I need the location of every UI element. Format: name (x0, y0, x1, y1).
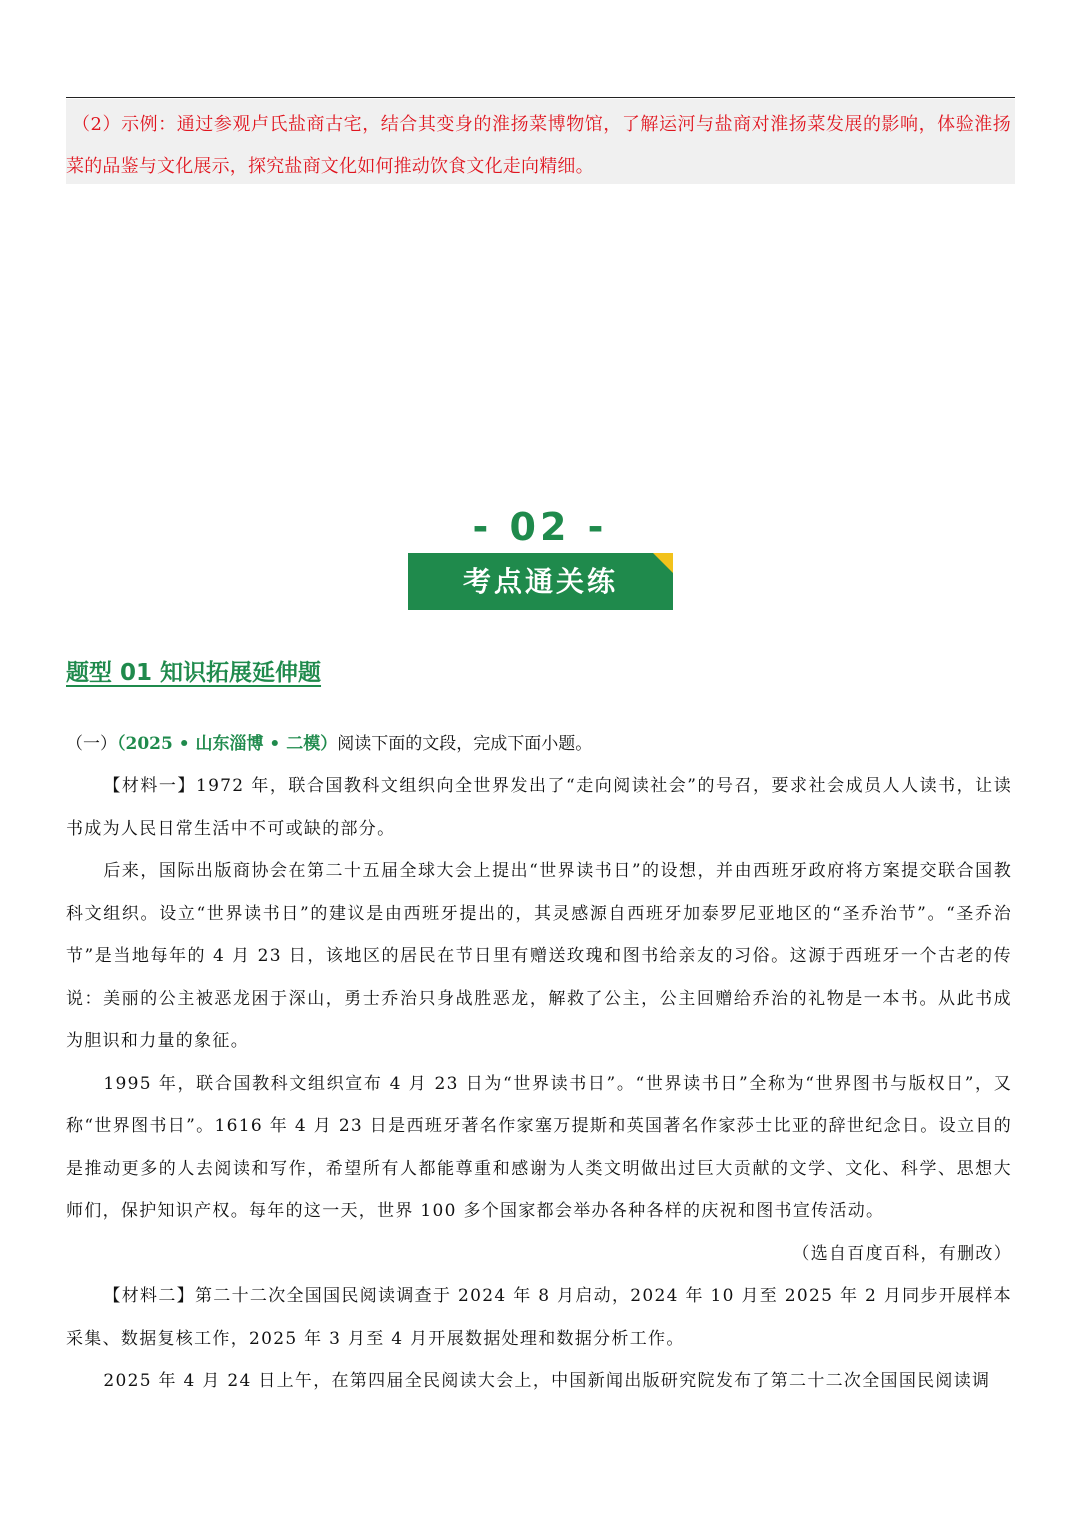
section-badge-label: 考点通关练 (462, 565, 618, 598)
material-paragraph-1: 【材料一】1972 年，联合国教科文组织向全世界发出了“走向阅读社会”的号召，要求社会成员人人读书，让读书成为人民日常生活中不可或缺的部分。 (66, 776, 1012, 839)
material-paragraph-2: 后来，国际出版商协会在第二十五届全球大会上提出“世界读书日”的设想，并由西班牙政府将方案提交联合国教科文组织。设立“世界读书日”的建议是由西班牙提出的，其灵感源自西班牙加泰罗尼亚地区的“圣乔治节”。“圣乔治节”是当地每年的 4 月 23 日，该地区的居民在节日里有赠送玫瑰和图书给亲友的习俗。这源于西班牙一个古老的传说：美丽的公主被恶龙困于深山，勇士乔治只身战胜恶龙，解救了公主，公主回赠给乔治的礼物是一本书。从此书成为胆识和力量的象征。 (66, 861, 1012, 1051)
question-source: （2025 • 山东淄博 • 二模） (117, 734, 338, 754)
reading-material (66, 765, 1012, 1403)
material-paragraph-4: 【材料二】第二十二次全国国民阅读调查于 2024 年 8 月启动，2024 年 10 月至 2025 年 2 月同步开展样本采集、数据复核工作，2025 年 3 月至 4 月开展数据处理和数据分析工作。 (66, 1286, 1012, 1349)
top-divider (66, 97, 1015, 98)
section-number: - 02 - (472, 505, 608, 549)
section-badge (408, 553, 673, 610)
question-intro (66, 730, 592, 758)
material-source-citation: （选自百度百科，有删改） (792, 1243, 1012, 1264)
question-intro-text: 阅读下面的文段，完成下面小题。 (337, 734, 593, 754)
material-paragraph-5: 2025 年 4 月 24 日上午，在第四届全民阅读大会上，中国新闻出版研究院发布了第二十二次全国国民阅读调 (103, 1371, 991, 1391)
question-type-heading: 题型 01 知识拓展延伸题 (66, 660, 322, 686)
material-paragraph-3: 1995 年，联合国教科文组织宣布 4 月 23 日为“世界读书日”。“世界读书日”全称为“世界图书与版权日”，又称“世界图书日”。1616 年 4 月 23 日是西班牙著名作家塞万提斯和英国著名作家莎士比亚的辞世纪念日。设立目的是推动更多的人去阅读和写作，希望所有人都能尊重和感谢为人类文明做出过巨大贡献的文学、文化、科学、思想大师们，保护知识产权。每年的这一天，世界 100 多个国家都会举办各种各样的庆祝和图书宣传活动。 (66, 1073, 1012, 1221)
answer-text: （2）示例：通过参观卢氏盐商古宅，结合其变身的淮扬菜博物馆，了解运河与盐商对淮扬菜发展的影响，体验淮扬菜的品鉴与文化展示，探究盐商文化如何推动饮食文化走向精细。 (66, 114, 1011, 177)
question-intro-prefix: （一） (66, 734, 117, 754)
